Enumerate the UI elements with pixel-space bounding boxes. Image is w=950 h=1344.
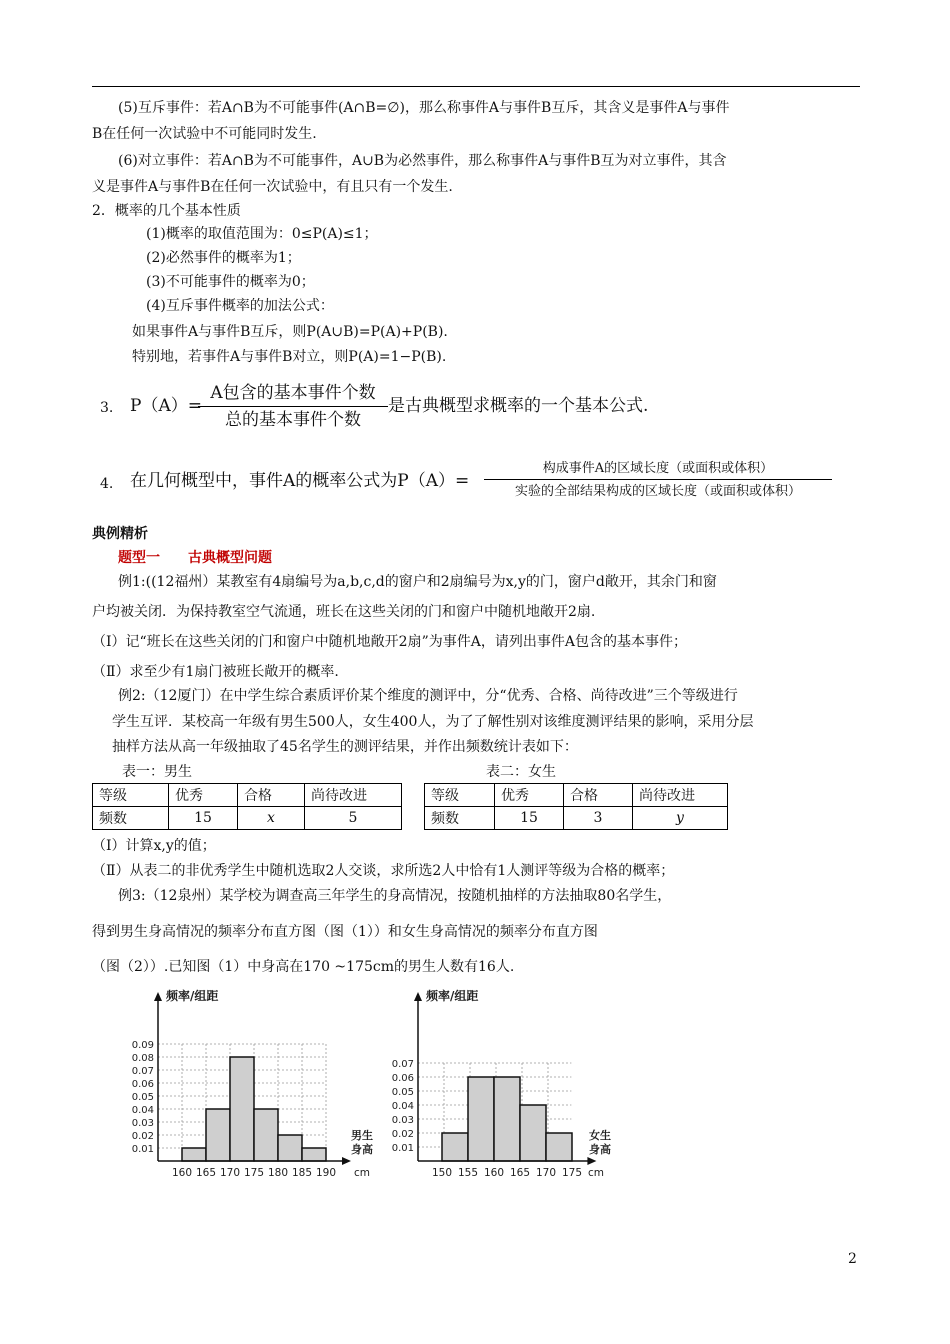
x-axis-label: 男生 [351, 1129, 373, 1142]
table-row [425, 784, 728, 807]
table-cell: 5 [305, 807, 402, 830]
example-2-line-3: 抽样方法从高一年级抽取了45名学生的测评结果，并作出频数统计表如下： [112, 739, 578, 755]
x-tick-label: 165 [195, 1167, 217, 1179]
x-tick-label: 160 [171, 1167, 193, 1179]
formula-3-denominator: 总的基本事件个数 [198, 406, 388, 433]
y-axis-arrow [414, 992, 422, 1001]
table-cell: 合格 [238, 784, 305, 807]
y-tick-label: 0.02 [131, 1131, 154, 1142]
example-3-line-3: （图（2））.已知图（1）中身高在170 ~175cm的男生人数有16人. [92, 959, 515, 975]
y-tick-label: 0.05 [391, 1087, 414, 1098]
problem-type-1: 题型一 古典概型问题 [118, 550, 272, 566]
x-unit-label: cm [353, 1167, 371, 1179]
table-cell: 等级 [425, 784, 495, 807]
y-tick-label: 0.04 [131, 1105, 154, 1116]
example-2-part-2: （Ⅱ）从表二的非优秀学生中随机选取2人交谈，求所选2人中恰有1人测评等级为合格的概率； [92, 863, 675, 879]
property-4: (4)互斥事件概率的加法公式： [146, 298, 334, 314]
section-2-title: 2．概率的几个基本性质 [92, 203, 241, 219]
histogram-girls [380, 988, 630, 1188]
histogram-bar [468, 1077, 494, 1161]
y-tick-label: 0.06 [391, 1073, 414, 1084]
histogram-bar [206, 1109, 230, 1161]
mutually-exclusive-def-1: (5)互斥事件：若A∩B为不可能事件(A∩B=∅)，那么称事件A与事件B互斥，其含义是事件A与事件 [118, 100, 730, 116]
property-1: (1)概率的取值范围为：0≤P(A)≤1； [146, 226, 378, 242]
complementary-def-2: 义是事件A与事件B在任何一次试验中，有且只有一个发生. [92, 179, 453, 195]
section-heading: 典例精析 [92, 526, 148, 542]
histogram-bar [302, 1148, 326, 1161]
example-1-line-2: 户均被关闭．为保持教室空气流通，班长在这些关闭的门和窗户中随机地敞开2扇. [92, 604, 596, 620]
table-row [93, 784, 402, 807]
histogram-bar [230, 1057, 254, 1161]
example-1-line-1: 例1:((12福州）某教室有4扇编号为a,b,c,d的窗户和2扇编号为x,y的门，窗户d敞开，其余门和窗 [118, 574, 717, 590]
table-girls [424, 783, 728, 830]
example-1-part-1: （Ⅰ）记“班长在这些关闭的门和窗户中随机地敞开2扇”为事件A，请列出事件A包含的基本事件； [92, 634, 687, 650]
y-tick-label: 0.06 [131, 1079, 154, 1090]
example-2-part-1: （Ⅰ）计算x,y的值； [92, 838, 216, 854]
example-2-line-1: 例2:（12厦门）在中学生综合素质评价某个维度的测评中，分“优秀、合格、尚待改进”三个等级进行 [118, 688, 738, 704]
histogram-bar [520, 1105, 546, 1161]
histogram-bar [494, 1077, 520, 1161]
y-tick-label: 0.05 [131, 1092, 154, 1103]
x-axis-arrow [342, 1157, 351, 1165]
y-tick-label: 0.01 [131, 1144, 154, 1155]
property-2: (2)必然事件的概率为1； [146, 250, 301, 266]
y-axis-label: 频率/组距 [166, 989, 219, 1003]
table-cell: 尚待改进 [633, 784, 728, 807]
x-tick-label: 175 [243, 1167, 265, 1179]
table-cell: x [238, 807, 305, 830]
example-3-line-1: 例3:（12泉州）某学校为调查高三年学生的身高情况，按随机抽样的方法抽取80名学生， [118, 888, 672, 904]
table-cell: y [633, 807, 728, 830]
x-tick-label: 180 [267, 1167, 289, 1179]
table-row [93, 807, 402, 830]
y-tick-label: 0.07 [391, 1059, 414, 1070]
property-3: (3)不可能事件的概率为0； [146, 274, 315, 290]
x-axis-arrow [587, 1157, 596, 1165]
histogram-bar [182, 1148, 206, 1161]
y-axis-arrow [154, 992, 162, 1001]
formula-4-denominator: 实验的全部结果构成的区域长度（或面积或体积） [484, 479, 832, 504]
x-tick-label: 155 [457, 1167, 479, 1179]
table-cell: 15 [495, 807, 564, 830]
x-tick-label: 185 [291, 1167, 313, 1179]
y-tick-label: 0.03 [131, 1118, 154, 1129]
x-tick-label: 170 [219, 1167, 241, 1179]
formula-3-fraction [198, 380, 388, 433]
x-tick-label: 175 [561, 1167, 583, 1179]
y-tick-label: 0.07 [131, 1066, 154, 1077]
x-tick-label: 165 [509, 1167, 531, 1179]
formula-3-tail: 是古典概型求概率的一个基本公式. [388, 396, 649, 416]
table-cell: 合格 [564, 784, 633, 807]
histogram-boys [120, 988, 390, 1188]
y-tick-label: 0.08 [131, 1053, 154, 1064]
example-3-line-2: 得到男生身高情况的频率分布直方图（图（1））和女生身高情况的频率分布直方图 [92, 924, 598, 940]
y-tick-label: 0.03 [391, 1115, 414, 1126]
table-cell: 15 [169, 807, 238, 830]
table-1-caption: 表一：男生 [122, 764, 192, 780]
y-tick-label: 0.02 [391, 1129, 414, 1140]
histogram-bar [442, 1133, 468, 1161]
x-axis-label: 身高 [351, 1143, 373, 1156]
table-cell: 3 [564, 807, 633, 830]
addition-rule: 如果事件A与事件B互斥，则P(A∪B)=P(A)+P(B). [132, 324, 448, 340]
formula-3-number: 3. [100, 400, 114, 416]
formula-3-lhs: P（A）= [130, 396, 202, 416]
formula-4-numerator: 构成事件A的区域长度（或面积或体积） [542, 461, 774, 476]
x-tick-label: 160 [483, 1167, 505, 1179]
x-axis-label: 女生 [589, 1129, 611, 1142]
formula-4-lhs: 在几何概型中，事件A的概率公式为P（A）= [130, 471, 470, 491]
formula-4-number: 4. [100, 476, 114, 492]
formula-4-fraction [484, 459, 832, 504]
table-cell: 优秀 [495, 784, 564, 807]
table-cell: 等级 [93, 784, 169, 807]
x-tick-label: 150 [431, 1167, 453, 1179]
example-2-line-2: 学生互评．某校高一年级有男生500人，女生400人，为了了解性别对该维度测评结果的影响，采用分层 [112, 714, 754, 730]
y-tick-label: 0.09 [131, 1040, 154, 1051]
table-boys [92, 783, 402, 830]
y-tick-label: 0.01 [391, 1143, 414, 1154]
table-cell: 频数 [425, 807, 495, 830]
x-axis-label: 身高 [589, 1143, 611, 1156]
histogram-bar [254, 1109, 278, 1161]
complement-rule: 特别地，若事件A与事件B对立，则P(A)=1−P(B). [132, 349, 447, 365]
table-cell: 频数 [93, 807, 169, 830]
mutually-exclusive-def-2: B在任何一次试验中不可能同时发生. [92, 126, 317, 142]
table-cell: 优秀 [169, 784, 238, 807]
table-row [425, 807, 728, 830]
y-tick-label: 0.04 [391, 1101, 414, 1112]
complementary-def-1: (6)对立事件：若A∩B为不可能事件，A∪B为必然事件，那么称事件A与事件B互为对立事件，其含 [118, 153, 727, 169]
histogram-bar [278, 1135, 302, 1161]
histogram-bar [546, 1133, 572, 1161]
example-1-part-2: （Ⅱ）求至少有1扇门被班长敞开的概率. [92, 664, 339, 680]
formula-3-numerator: A包含的基本事件个数 [210, 383, 376, 403]
x-tick-label: 170 [535, 1167, 557, 1179]
x-unit-label: cm [587, 1167, 605, 1179]
x-tick-label: 190 [315, 1167, 337, 1179]
y-axis-label: 频率/组距 [426, 989, 479, 1003]
header-rule [92, 86, 860, 87]
table-cell: 尚待改进 [305, 784, 402, 807]
page-number: 2 [848, 1251, 857, 1267]
table-2-caption: 表二：女生 [486, 764, 556, 780]
